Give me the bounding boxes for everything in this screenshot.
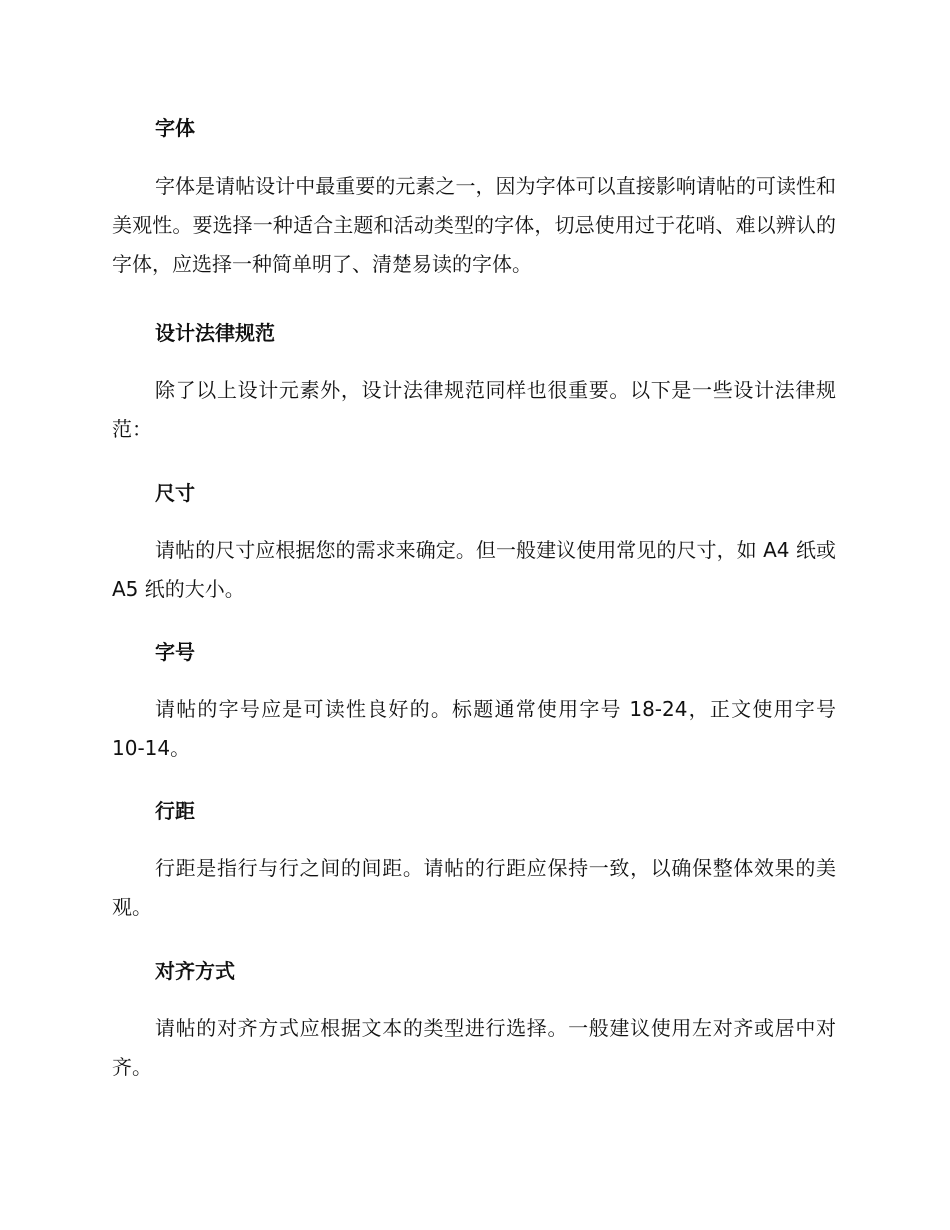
section-body-line-spacing: 行距是指行与行之间的间距。请帖的行距应保持一致，以确保整体效果的美观。	[112, 856, 836, 919]
section-body-design-rules: 除了以上设计元素外，设计法律规范同样也很重要。以下是一些设计法律规范：	[112, 378, 836, 441]
section-heading-line-spacing: 行距	[155, 799, 195, 823]
section-body-alignment: 请帖的对齐方式应根据文本的类型进行选择。一般建议使用左对齐或居中对齐。	[112, 1016, 836, 1079]
section-body-size: 请帖的尺寸应根据您的需求来确定。但一般建议使用常见的尺寸，如 A4 纸或 A5 纸的大小。	[112, 538, 836, 601]
section-heading-alignment: 对齐方式	[155, 959, 235, 983]
section-body-font: 字体是请帖设计中最重要的元素之一，因为字体可以直接影响请帖的可读性和美观性。要选择一种适合主题和活动类型的字体，切忌使用过于花哨、难以辨认的字体，应选择一种简单明了、清楚易读的字体。	[112, 174, 836, 276]
section-heading-font-size: 字号	[155, 640, 195, 664]
section-body-font-size: 请帖的字号应是可读性良好的。标题通常使用字号 18-24，正文使用字号 10-14。	[112, 697, 836, 760]
section-heading-font: 字体	[155, 116, 195, 140]
section-heading-design-rules: 设计法律规范	[155, 321, 275, 345]
section-heading-size: 尺寸	[155, 481, 195, 505]
